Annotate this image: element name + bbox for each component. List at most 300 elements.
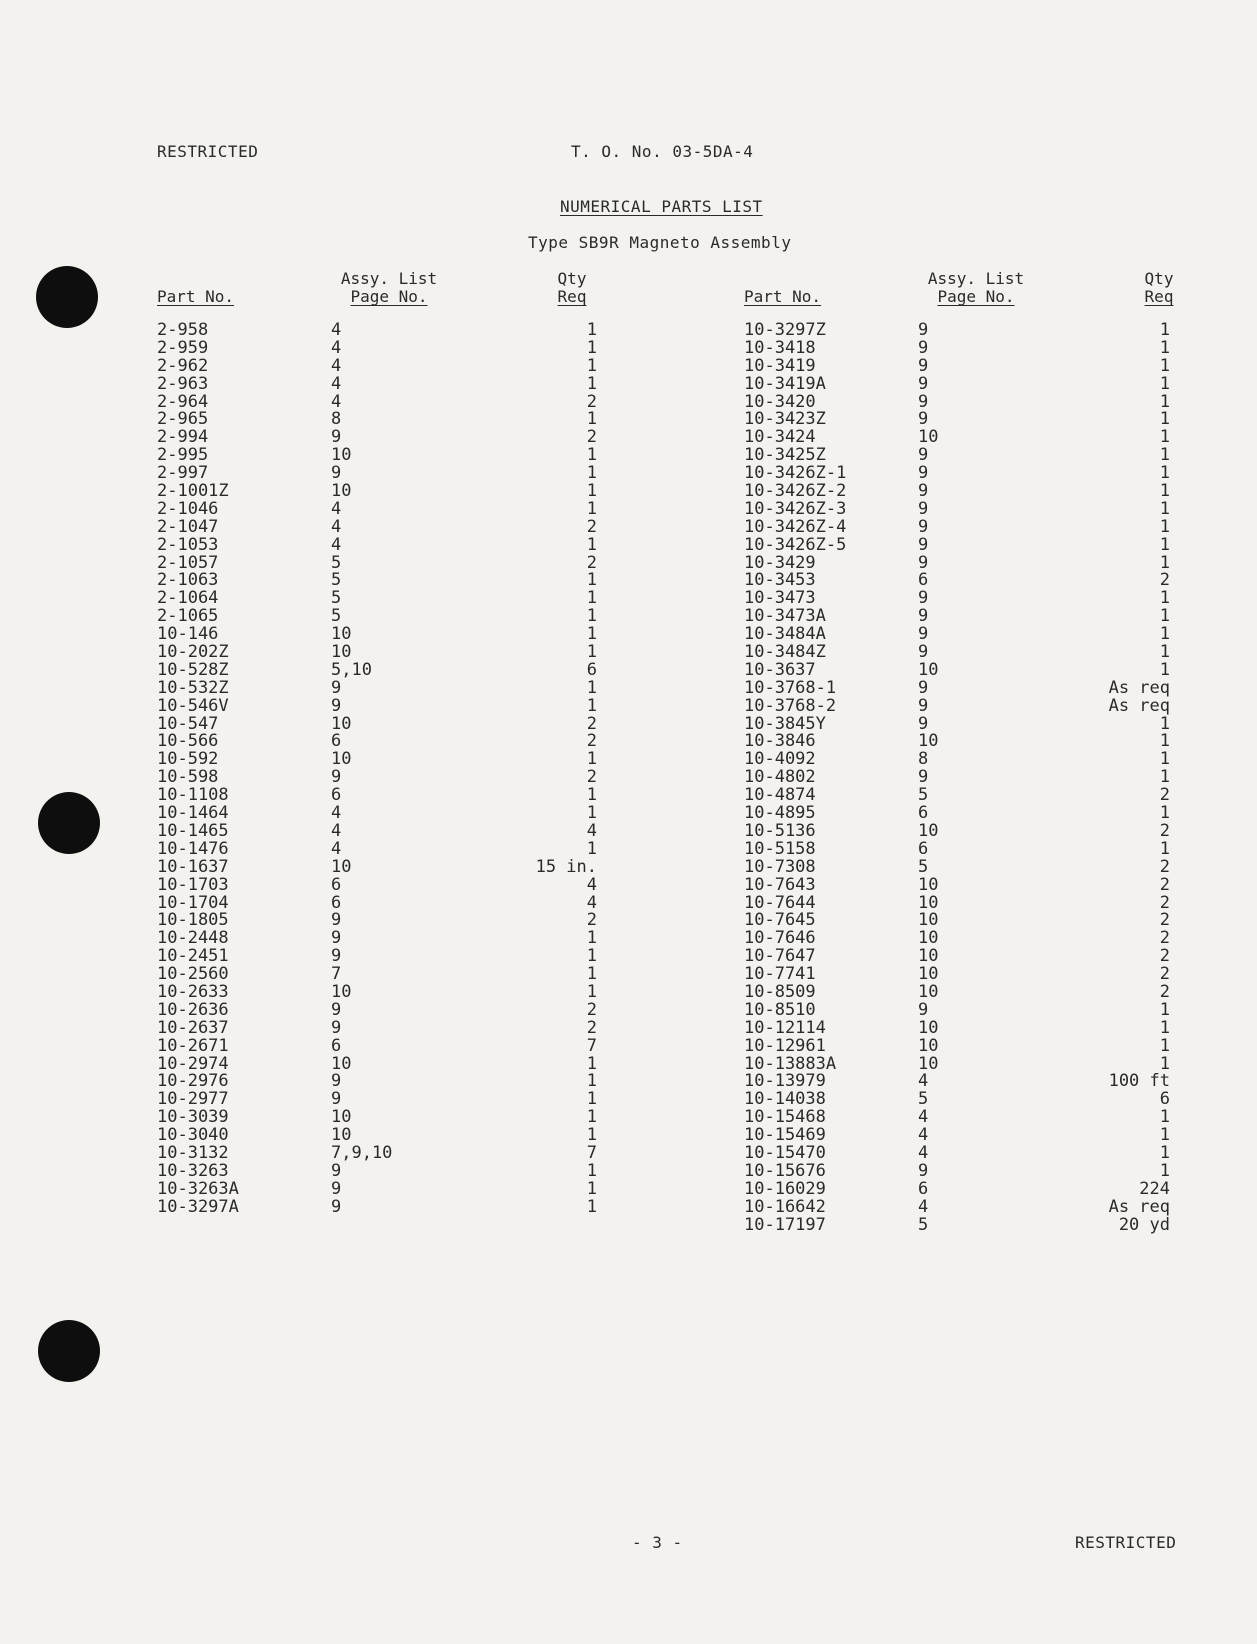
assy-page-cell: 10 bbox=[918, 1053, 939, 1074]
qty-cell: 1 bbox=[1159, 498, 1170, 519]
assy-page-cell: 6 bbox=[331, 731, 342, 752]
part-number-cell: 10-2671 bbox=[157, 1035, 229, 1056]
assy-page-cell: 6 bbox=[331, 874, 342, 895]
assy-page-cell: 9 bbox=[918, 624, 929, 645]
qty-cell: 1 bbox=[1159, 1017, 1170, 1038]
assy-page-cell: 9 bbox=[918, 463, 929, 484]
table-row bbox=[744, 695, 1170, 716]
qty-cell: 1 bbox=[586, 677, 597, 698]
qty-cell: 7 bbox=[586, 1035, 597, 1056]
assy-page-cell: 10 bbox=[918, 964, 939, 985]
part-number-cell: 10-7644 bbox=[744, 892, 816, 913]
qty-cell: 1 bbox=[1159, 391, 1170, 412]
header-restricted: RESTRICTED bbox=[157, 142, 259, 161]
table-row bbox=[157, 608, 597, 626]
assy-page-cell: 5,10 bbox=[331, 659, 372, 680]
table-row bbox=[157, 572, 597, 590]
part-number-cell: 10-3423Z bbox=[744, 409, 826, 430]
assy-page-cell: 4 bbox=[331, 320, 342, 340]
assy-page-cell: 10 bbox=[331, 1125, 352, 1146]
part-number-cell: 10-16642 bbox=[744, 1196, 826, 1217]
table-row bbox=[157, 429, 597, 447]
qty-cell: 1 bbox=[1159, 409, 1170, 430]
part-number-cell: 10-1108 bbox=[157, 785, 229, 806]
part-number-cell: 10-566 bbox=[157, 731, 219, 752]
assy-page-cell: 9 bbox=[918, 320, 929, 340]
qty-cell: 6 bbox=[1159, 1089, 1170, 1110]
qty-cell: 1 bbox=[586, 463, 597, 484]
part-number-cell: 10-15469 bbox=[744, 1125, 826, 1146]
binder-hole-middle bbox=[38, 792, 100, 854]
assy-page-cell: 9 bbox=[918, 642, 929, 663]
part-number-cell: 10-7647 bbox=[744, 946, 816, 967]
qty-cell: 1 bbox=[1159, 838, 1170, 859]
assy-page-cell: 4 bbox=[918, 1196, 929, 1217]
part-number-cell: 2-1047 bbox=[157, 516, 219, 537]
part-number-cell: 10-546V bbox=[157, 695, 229, 716]
assy-page-cell: 10 bbox=[918, 427, 939, 448]
assy-page-cell: 4 bbox=[331, 373, 342, 394]
part-number-cell: 10-15676 bbox=[744, 1160, 826, 1181]
part-number-cell: 10-2451 bbox=[157, 946, 229, 967]
qty-cell: 2 bbox=[586, 910, 597, 931]
part-number-cell: 10-4895 bbox=[744, 803, 816, 824]
assy-page-cell: 9 bbox=[331, 999, 342, 1020]
table-row bbox=[157, 695, 597, 716]
qty-cell: 1 bbox=[586, 803, 597, 824]
qty-cell: 2 bbox=[586, 999, 597, 1020]
part-number-cell: 10-146 bbox=[157, 624, 219, 645]
assy-page-cell: 6 bbox=[331, 785, 342, 806]
assy-page-cell: 10 bbox=[331, 1107, 352, 1128]
part-number-cell: 10-3484Z bbox=[744, 642, 826, 663]
part-number-cell: 10-17197 bbox=[744, 1214, 826, 1235]
qty-cell: 2 bbox=[1159, 874, 1170, 895]
assy-page-cell: 9 bbox=[918, 695, 929, 716]
qty-cell: 1 bbox=[1159, 1107, 1170, 1128]
column-header-qty: Qty Req bbox=[557, 269, 587, 306]
part-number-cell: 10-3846 bbox=[744, 731, 816, 752]
assy-page-cell: 4 bbox=[331, 355, 342, 376]
qty-cell: 4 bbox=[586, 874, 597, 895]
qty-cell: 1 bbox=[586, 838, 597, 859]
part-number-cell: 10-528Z bbox=[157, 659, 229, 680]
qty-cell: 1 bbox=[586, 606, 597, 627]
qty-cell: 2 bbox=[1159, 928, 1170, 949]
part-number-cell: 10-3473 bbox=[744, 588, 816, 609]
assy-page-cell: 9 bbox=[918, 516, 929, 537]
qty-cell: 1 bbox=[1159, 624, 1170, 645]
assy-page-cell: 9 bbox=[331, 1089, 342, 1110]
table-row bbox=[157, 498, 597, 519]
assy-page-cell: 9 bbox=[918, 498, 929, 519]
table-row bbox=[157, 1035, 597, 1056]
assy-page-cell: 9 bbox=[918, 445, 929, 466]
part-number-cell: 10-1476 bbox=[157, 838, 229, 859]
part-number-cell: 10-3263 bbox=[157, 1160, 229, 1181]
part-number-cell: 2-1064 bbox=[157, 588, 219, 609]
header-document-number: T. O. No. 03-5DA-4 bbox=[571, 142, 754, 161]
part-number-cell: 10-2560 bbox=[157, 964, 229, 985]
qty-cell: 1 bbox=[586, 588, 597, 609]
part-number-cell: 10-2636 bbox=[157, 999, 229, 1020]
assy-page-cell: 10 bbox=[918, 731, 939, 752]
qty-cell: 1 bbox=[586, 928, 597, 949]
qty-cell: 1 bbox=[1159, 606, 1170, 627]
part-number-cell: 2-1063 bbox=[157, 570, 219, 591]
qty-cell: 2 bbox=[586, 552, 597, 573]
qty-cell: 1 bbox=[1159, 373, 1170, 394]
qty-cell: 1 bbox=[586, 534, 597, 555]
part-number-cell: 10-598 bbox=[157, 767, 219, 788]
table-row bbox=[744, 1196, 1170, 1217]
assy-page-cell: 5 bbox=[918, 1214, 929, 1235]
part-number-cell: 10-2976 bbox=[157, 1071, 229, 1092]
assy-page-cell: 10 bbox=[918, 659, 939, 680]
qty-cell: 1 bbox=[1159, 749, 1170, 770]
qty-cell: 1 bbox=[586, 785, 597, 806]
part-number-cell: 10-7741 bbox=[744, 964, 816, 985]
qty-cell: 2 bbox=[1159, 570, 1170, 591]
table-row bbox=[157, 1178, 597, 1199]
table-row bbox=[157, 874, 597, 895]
part-number-cell: 10-5136 bbox=[744, 820, 816, 841]
qty-cell: 1 bbox=[1159, 713, 1170, 734]
assy-page-cell: 10 bbox=[331, 624, 352, 645]
part-number-cell: 10-2974 bbox=[157, 1053, 229, 1074]
part-number-cell: 10-8509 bbox=[744, 981, 816, 1002]
assy-page-cell: 6 bbox=[918, 570, 929, 591]
qty-cell: 224 bbox=[1139, 1178, 1170, 1199]
part-number-cell: 2-958 bbox=[157, 320, 209, 340]
part-number-cell: 2-994 bbox=[157, 427, 209, 448]
qty-cell: 1 bbox=[1159, 337, 1170, 358]
part-number-cell: 10-12114 bbox=[744, 1017, 826, 1038]
qty-cell: 2 bbox=[1159, 856, 1170, 877]
part-number-cell: 10-1703 bbox=[157, 874, 229, 895]
assy-page-cell: 9 bbox=[331, 463, 342, 484]
assy-page-cell: 10 bbox=[918, 1035, 939, 1056]
assy-page-cell: 10 bbox=[918, 820, 939, 841]
table-row bbox=[157, 373, 597, 394]
qty-cell: 1 bbox=[586, 1071, 597, 1092]
part-number-cell: 10-3040 bbox=[157, 1125, 229, 1146]
page-subtitle: Type SB9R Magneto Assembly bbox=[528, 233, 792, 252]
qty-cell: 1 bbox=[586, 337, 597, 358]
part-number-cell: 10-7308 bbox=[744, 856, 816, 877]
assy-page-cell: 5 bbox=[331, 588, 342, 609]
column-header-part-no: Part No. bbox=[157, 287, 235, 306]
assy-page-cell: 10 bbox=[918, 1017, 939, 1038]
assy-page-cell: 4 bbox=[331, 838, 342, 859]
part-number-cell: 10-4802 bbox=[744, 767, 816, 788]
table-row bbox=[157, 355, 597, 376]
part-number-cell: 2-1001Z bbox=[157, 481, 229, 502]
part-number-cell: 10-13883A bbox=[744, 1053, 837, 1074]
assy-page-cell: 10 bbox=[331, 642, 352, 663]
qty-cell: 1 bbox=[586, 355, 597, 376]
part-number-cell: 10-1805 bbox=[157, 910, 229, 931]
binder-hole-top bbox=[36, 266, 98, 328]
assy-page-cell: 4 bbox=[331, 820, 342, 841]
assy-page-cell: 9 bbox=[918, 588, 929, 609]
assy-page-cell: 9 bbox=[918, 677, 929, 698]
part-number-cell: 10-3637 bbox=[744, 659, 816, 680]
assy-page-cell: 10 bbox=[918, 981, 939, 1002]
assy-page-cell: 4 bbox=[918, 1071, 929, 1092]
parts-rows-right bbox=[744, 322, 1170, 1234]
table-row bbox=[157, 1017, 597, 1038]
qty-cell: 1 bbox=[1159, 1142, 1170, 1163]
table-row bbox=[157, 516, 597, 537]
qty-cell: 1 bbox=[586, 570, 597, 591]
qty-cell: 1 bbox=[586, 409, 597, 430]
qty-cell: As req bbox=[1108, 677, 1170, 698]
qty-cell: 1 bbox=[1159, 659, 1170, 680]
assy-page-cell: 10 bbox=[331, 1053, 352, 1074]
qty-cell: 2 bbox=[1159, 785, 1170, 806]
part-number-cell: 10-3419 bbox=[744, 355, 816, 376]
table-row bbox=[157, 322, 597, 340]
part-number-cell: 10-16029 bbox=[744, 1178, 826, 1199]
qty-cell: 100 ft bbox=[1108, 1071, 1170, 1092]
part-number-cell: 10-3484A bbox=[744, 624, 826, 645]
assy-page-cell: 10 bbox=[331, 981, 352, 1002]
part-number-cell: 10-3419A bbox=[744, 373, 826, 394]
part-number-cell: 10-2448 bbox=[157, 928, 229, 949]
assy-page-cell: 9 bbox=[918, 767, 929, 788]
assy-page-cell: 9 bbox=[331, 677, 342, 698]
assy-page-cell: 4 bbox=[331, 803, 342, 824]
part-number-cell: 10-3768-2 bbox=[744, 695, 837, 716]
part-number-cell: 10-3768-1 bbox=[744, 677, 837, 698]
part-number-cell: 2-997 bbox=[157, 463, 209, 484]
qty-cell: 4 bbox=[586, 892, 597, 913]
table-row bbox=[157, 751, 597, 769]
part-number-cell: 10-15468 bbox=[744, 1107, 826, 1128]
part-number-cell: 2-1046 bbox=[157, 498, 219, 519]
qty-cell: As req bbox=[1108, 1196, 1170, 1217]
qty-cell: 1 bbox=[586, 981, 597, 1002]
part-number-cell: 2-959 bbox=[157, 337, 209, 358]
assy-page-cell: 4 bbox=[918, 1125, 929, 1146]
assy-page-cell: 4 bbox=[331, 498, 342, 519]
qty-cell: 7 bbox=[586, 1142, 597, 1163]
table-row bbox=[744, 373, 1170, 394]
qty-cell: 1 bbox=[586, 373, 597, 394]
part-number-cell: 10-1637 bbox=[157, 856, 229, 877]
assy-page-cell: 6 bbox=[918, 803, 929, 824]
qty-cell: 1 bbox=[586, 964, 597, 985]
qty-cell: 6 bbox=[586, 659, 597, 680]
assy-page-cell: 9 bbox=[331, 1071, 342, 1092]
page-title: NUMERICAL PARTS LIST bbox=[560, 197, 763, 216]
assy-page-cell: 4 bbox=[918, 1107, 929, 1128]
assy-page-cell: 5 bbox=[918, 856, 929, 877]
assy-page-cell: 10 bbox=[918, 892, 939, 913]
qty-cell: 1 bbox=[1159, 427, 1170, 448]
part-number-cell: 10-7646 bbox=[744, 928, 816, 949]
assy-page-cell: 9 bbox=[918, 999, 929, 1020]
table-row bbox=[744, 1178, 1170, 1199]
assy-page-cell: 10 bbox=[331, 856, 352, 877]
part-number-cell: 10-4874 bbox=[744, 785, 816, 806]
qty-cell: 2 bbox=[1159, 964, 1170, 985]
part-number-cell: 2-965 bbox=[157, 409, 209, 430]
column-header-assy-page: Assy. List Page No. bbox=[340, 269, 438, 306]
part-number-cell: 10-532Z bbox=[157, 677, 229, 698]
assy-page-cell: 4 bbox=[331, 391, 342, 412]
table-row bbox=[157, 534, 597, 555]
part-number-cell: 10-8510 bbox=[744, 999, 816, 1020]
part-number-cell: 10-2633 bbox=[157, 981, 229, 1002]
part-number-cell: 10-3039 bbox=[157, 1107, 229, 1128]
qty-cell: 1 bbox=[586, 445, 597, 466]
assy-page-cell: 9 bbox=[918, 606, 929, 627]
table-row bbox=[157, 391, 597, 412]
qty-cell: 2 bbox=[1159, 910, 1170, 931]
table-row bbox=[744, 874, 1170, 895]
part-number-cell: 10-3473A bbox=[744, 606, 826, 627]
qty-cell: 15 in. bbox=[535, 856, 597, 877]
part-number-cell: 10-4092 bbox=[744, 749, 816, 770]
assy-page-cell: 9 bbox=[331, 946, 342, 967]
qty-cell: 1 bbox=[586, 481, 597, 502]
assy-page-cell: 4 bbox=[331, 516, 342, 537]
table-row bbox=[744, 1214, 1170, 1235]
table-row bbox=[157, 733, 597, 751]
binder-hole-bottom bbox=[38, 1320, 100, 1382]
assy-page-cell: 9 bbox=[918, 1160, 929, 1181]
qty-cell: 1 bbox=[1159, 445, 1170, 466]
assy-page-cell: 4 bbox=[918, 1142, 929, 1163]
part-number-cell: 10-3426Z-3 bbox=[744, 498, 847, 519]
assy-page-cell: 7 bbox=[331, 964, 342, 985]
qty-cell: 2 bbox=[586, 1017, 597, 1038]
assy-page-cell: 9 bbox=[918, 481, 929, 502]
qty-cell: 1 bbox=[1159, 767, 1170, 788]
qty-cell: 1 bbox=[1159, 731, 1170, 752]
qty-cell: 1 bbox=[586, 1178, 597, 1199]
table-row bbox=[157, 552, 597, 573]
table-row bbox=[157, 713, 597, 734]
part-number-cell: 10-3426Z-5 bbox=[744, 534, 847, 555]
assy-page-cell: 9 bbox=[331, 1196, 342, 1217]
part-number-cell: 10-3845Y bbox=[744, 713, 826, 734]
part-number-cell: 2-963 bbox=[157, 373, 209, 394]
assy-page-cell: 5 bbox=[918, 785, 929, 806]
part-number-cell: 2-964 bbox=[157, 391, 209, 412]
assy-page-cell: 6 bbox=[331, 1035, 342, 1056]
qty-cell: 1 bbox=[586, 624, 597, 645]
qty-cell: 1 bbox=[1159, 1035, 1170, 1056]
part-number-cell: 2-1053 bbox=[157, 534, 219, 555]
assy-page-cell: 6 bbox=[331, 892, 342, 913]
qty-cell: 2 bbox=[586, 391, 597, 412]
qty-cell: 1 bbox=[586, 1089, 597, 1110]
assy-page-cell: 7,9,10 bbox=[331, 1142, 393, 1163]
part-number-cell: 10-2977 bbox=[157, 1089, 229, 1110]
qty-cell: 1 bbox=[586, 695, 597, 716]
table-row bbox=[744, 856, 1170, 877]
part-number-cell: 10-3425Z bbox=[744, 445, 826, 466]
part-number-cell: 10-2637 bbox=[157, 1017, 229, 1038]
part-number-cell: 10-3418 bbox=[744, 337, 816, 358]
qty-cell: 1 bbox=[586, 1125, 597, 1146]
qty-cell: 1 bbox=[1159, 999, 1170, 1020]
qty-cell: 2 bbox=[1159, 820, 1170, 841]
qty-cell: 1 bbox=[586, 749, 597, 770]
assy-page-cell: 9 bbox=[918, 534, 929, 555]
part-number-cell: 10-13979 bbox=[744, 1071, 826, 1092]
qty-cell: 1 bbox=[1159, 588, 1170, 609]
part-number-cell: 10-1704 bbox=[157, 892, 229, 913]
part-number-cell: 10-3429 bbox=[744, 552, 816, 573]
assy-page-cell: 10 bbox=[918, 910, 939, 931]
part-number-cell: 10-7643 bbox=[744, 874, 816, 895]
qty-cell: 20 yd bbox=[1118, 1214, 1170, 1235]
page-number: - 3 - bbox=[632, 1533, 683, 1552]
assy-page-cell: 10 bbox=[918, 874, 939, 895]
table-row bbox=[744, 534, 1170, 555]
qty-cell: 2 bbox=[586, 516, 597, 537]
table-row bbox=[744, 1035, 1170, 1056]
part-number-cell: 10-3420 bbox=[744, 391, 816, 412]
assy-page-cell: 9 bbox=[331, 1178, 342, 1199]
part-number-cell: 10-12961 bbox=[744, 1035, 826, 1056]
part-number-cell: 10-5158 bbox=[744, 838, 816, 859]
footer-restricted: RESTRICTED bbox=[1075, 1533, 1177, 1552]
assy-page-cell: 9 bbox=[918, 713, 929, 734]
part-number-cell: 10-15470 bbox=[744, 1142, 826, 1163]
part-number-cell: 10-3426Z-1 bbox=[744, 463, 847, 484]
assy-page-cell: 9 bbox=[918, 552, 929, 573]
assy-page-cell: 10 bbox=[918, 946, 939, 967]
qty-cell: 2 bbox=[1159, 946, 1170, 967]
qty-cell: 2 bbox=[586, 731, 597, 752]
qty-cell: 1 bbox=[1159, 516, 1170, 537]
assy-page-cell: 9 bbox=[918, 373, 929, 394]
part-number-cell: 10-14038 bbox=[744, 1089, 826, 1110]
assy-page-cell: 5 bbox=[331, 570, 342, 591]
part-number-cell: 10-7645 bbox=[744, 910, 816, 931]
parts-rows-left bbox=[157, 322, 597, 1217]
part-number-cell: 2-1057 bbox=[157, 552, 219, 573]
assy-page-cell: 9 bbox=[331, 767, 342, 788]
part-number-cell: 10-3132 bbox=[157, 1142, 229, 1163]
assy-page-cell: 4 bbox=[331, 534, 342, 555]
assy-page-cell: 5 bbox=[331, 552, 342, 573]
table-row bbox=[157, 1196, 597, 1217]
qty-cell: 1 bbox=[1159, 534, 1170, 555]
assy-page-cell: 10 bbox=[331, 713, 352, 734]
table-row bbox=[744, 355, 1170, 376]
assy-page-cell: 9 bbox=[331, 1160, 342, 1181]
part-number-cell: 10-3426Z-4 bbox=[744, 516, 847, 537]
qty-cell: 1 bbox=[1159, 1125, 1170, 1146]
table-row bbox=[744, 516, 1170, 537]
assy-page-cell: 9 bbox=[331, 1017, 342, 1038]
assy-page-cell: 9 bbox=[918, 355, 929, 376]
assy-page-cell: 10 bbox=[331, 749, 352, 770]
assy-page-cell: 8 bbox=[918, 749, 929, 770]
qty-cell: As req bbox=[1108, 695, 1170, 716]
table-row bbox=[157, 411, 597, 429]
qty-cell: 1 bbox=[586, 498, 597, 519]
part-number-cell: 10-3263A bbox=[157, 1178, 239, 1199]
assy-page-cell: 10 bbox=[331, 481, 352, 502]
part-number-cell: 10-547 bbox=[157, 713, 219, 734]
